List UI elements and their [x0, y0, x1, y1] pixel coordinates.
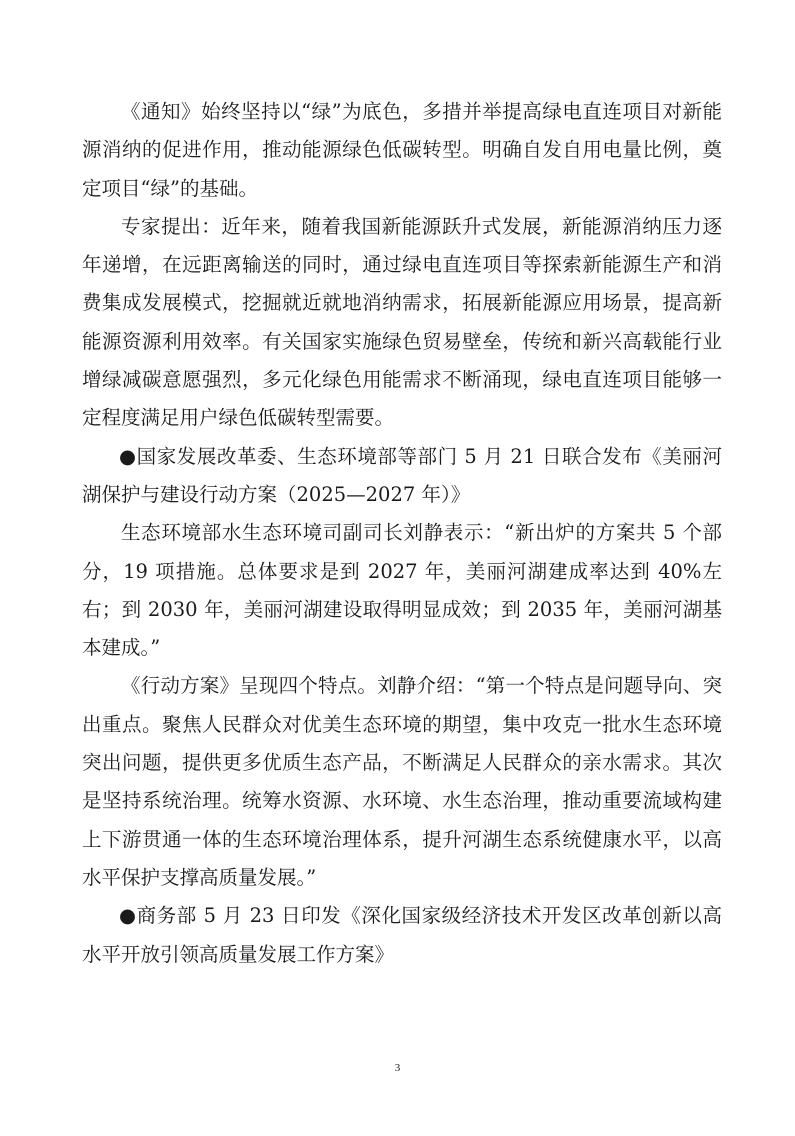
paragraph-action-plan-features: 《行动方案》呈现四个特点。刘静介绍：“第一个特点是问题导向、突出重点。聚焦人民群众对优美生态环境的期望，集中攻克一批水生态环境突出问题，提供更多优质生态产品，不断满足人民群众的亲水需求。其次是坚持系统治理。统筹水资源、水环境、水生态治理，推动重要流域构建上下游贯通一体的生态环境治理体系，提升河湖生态系统健康水平，以高水平保护支撑高质量发展。” [82, 674, 722, 889]
paragraph-liu-jing-statement: 生态环境部水生态环境司副司长刘静表示：“新出炉的方案共 5 个部分，19 项措施。总体要求是到 2027 年，美丽河湖建成率达到 40%左右；到 2030 年，美丽河湖建设取得明显成效；到 2035 年，美丽河湖基本建成。” [82, 521, 722, 660]
bullet-commerce-ministry-plan: ●商务部 5 月 23 日印发《深化国家级经济技术开发区改革创新以高水平开放引领高质量发展工作方案》 [82, 904, 722, 966]
page-number: 3 [394, 1062, 401, 1074]
paragraph-notice-green: 《通知》始终坚持以“绿”为底色，多措并举提高绿电直连项目对新能源消纳的促进作用，推动能源绿色低碳转型。明确自发自用电量比例，奠定项目“绿”的基础。 [82, 100, 722, 200]
bullet-beautiful-rivers-plan: ●国家发展改革委、生态环境部等部门 5 月 21 日联合发布《美丽河湖保护与建设行动方案（2025—2027 年）》 [82, 444, 722, 506]
document-body [82, 93, 722, 974]
paragraph-expert-opinion: 专家提出：近年来，随着我国新能源跃升式发展，新能源消纳压力逐年递增，在远距离输送的同时，通过绿电直连项目等探索新能源生产和消费集成发展模式，挖掘就近就地消纳需求，拓展新能源应用场景，提高新能源资源利用效率。有关国家实施绿色贸易壁垒，传统和新兴高载能行业增绿减碳意愿强烈，多元化绿色用能需求不断涌现，绿电直连项目能够一定程度满足用户绿色低碳转型需要。 [82, 214, 722, 430]
